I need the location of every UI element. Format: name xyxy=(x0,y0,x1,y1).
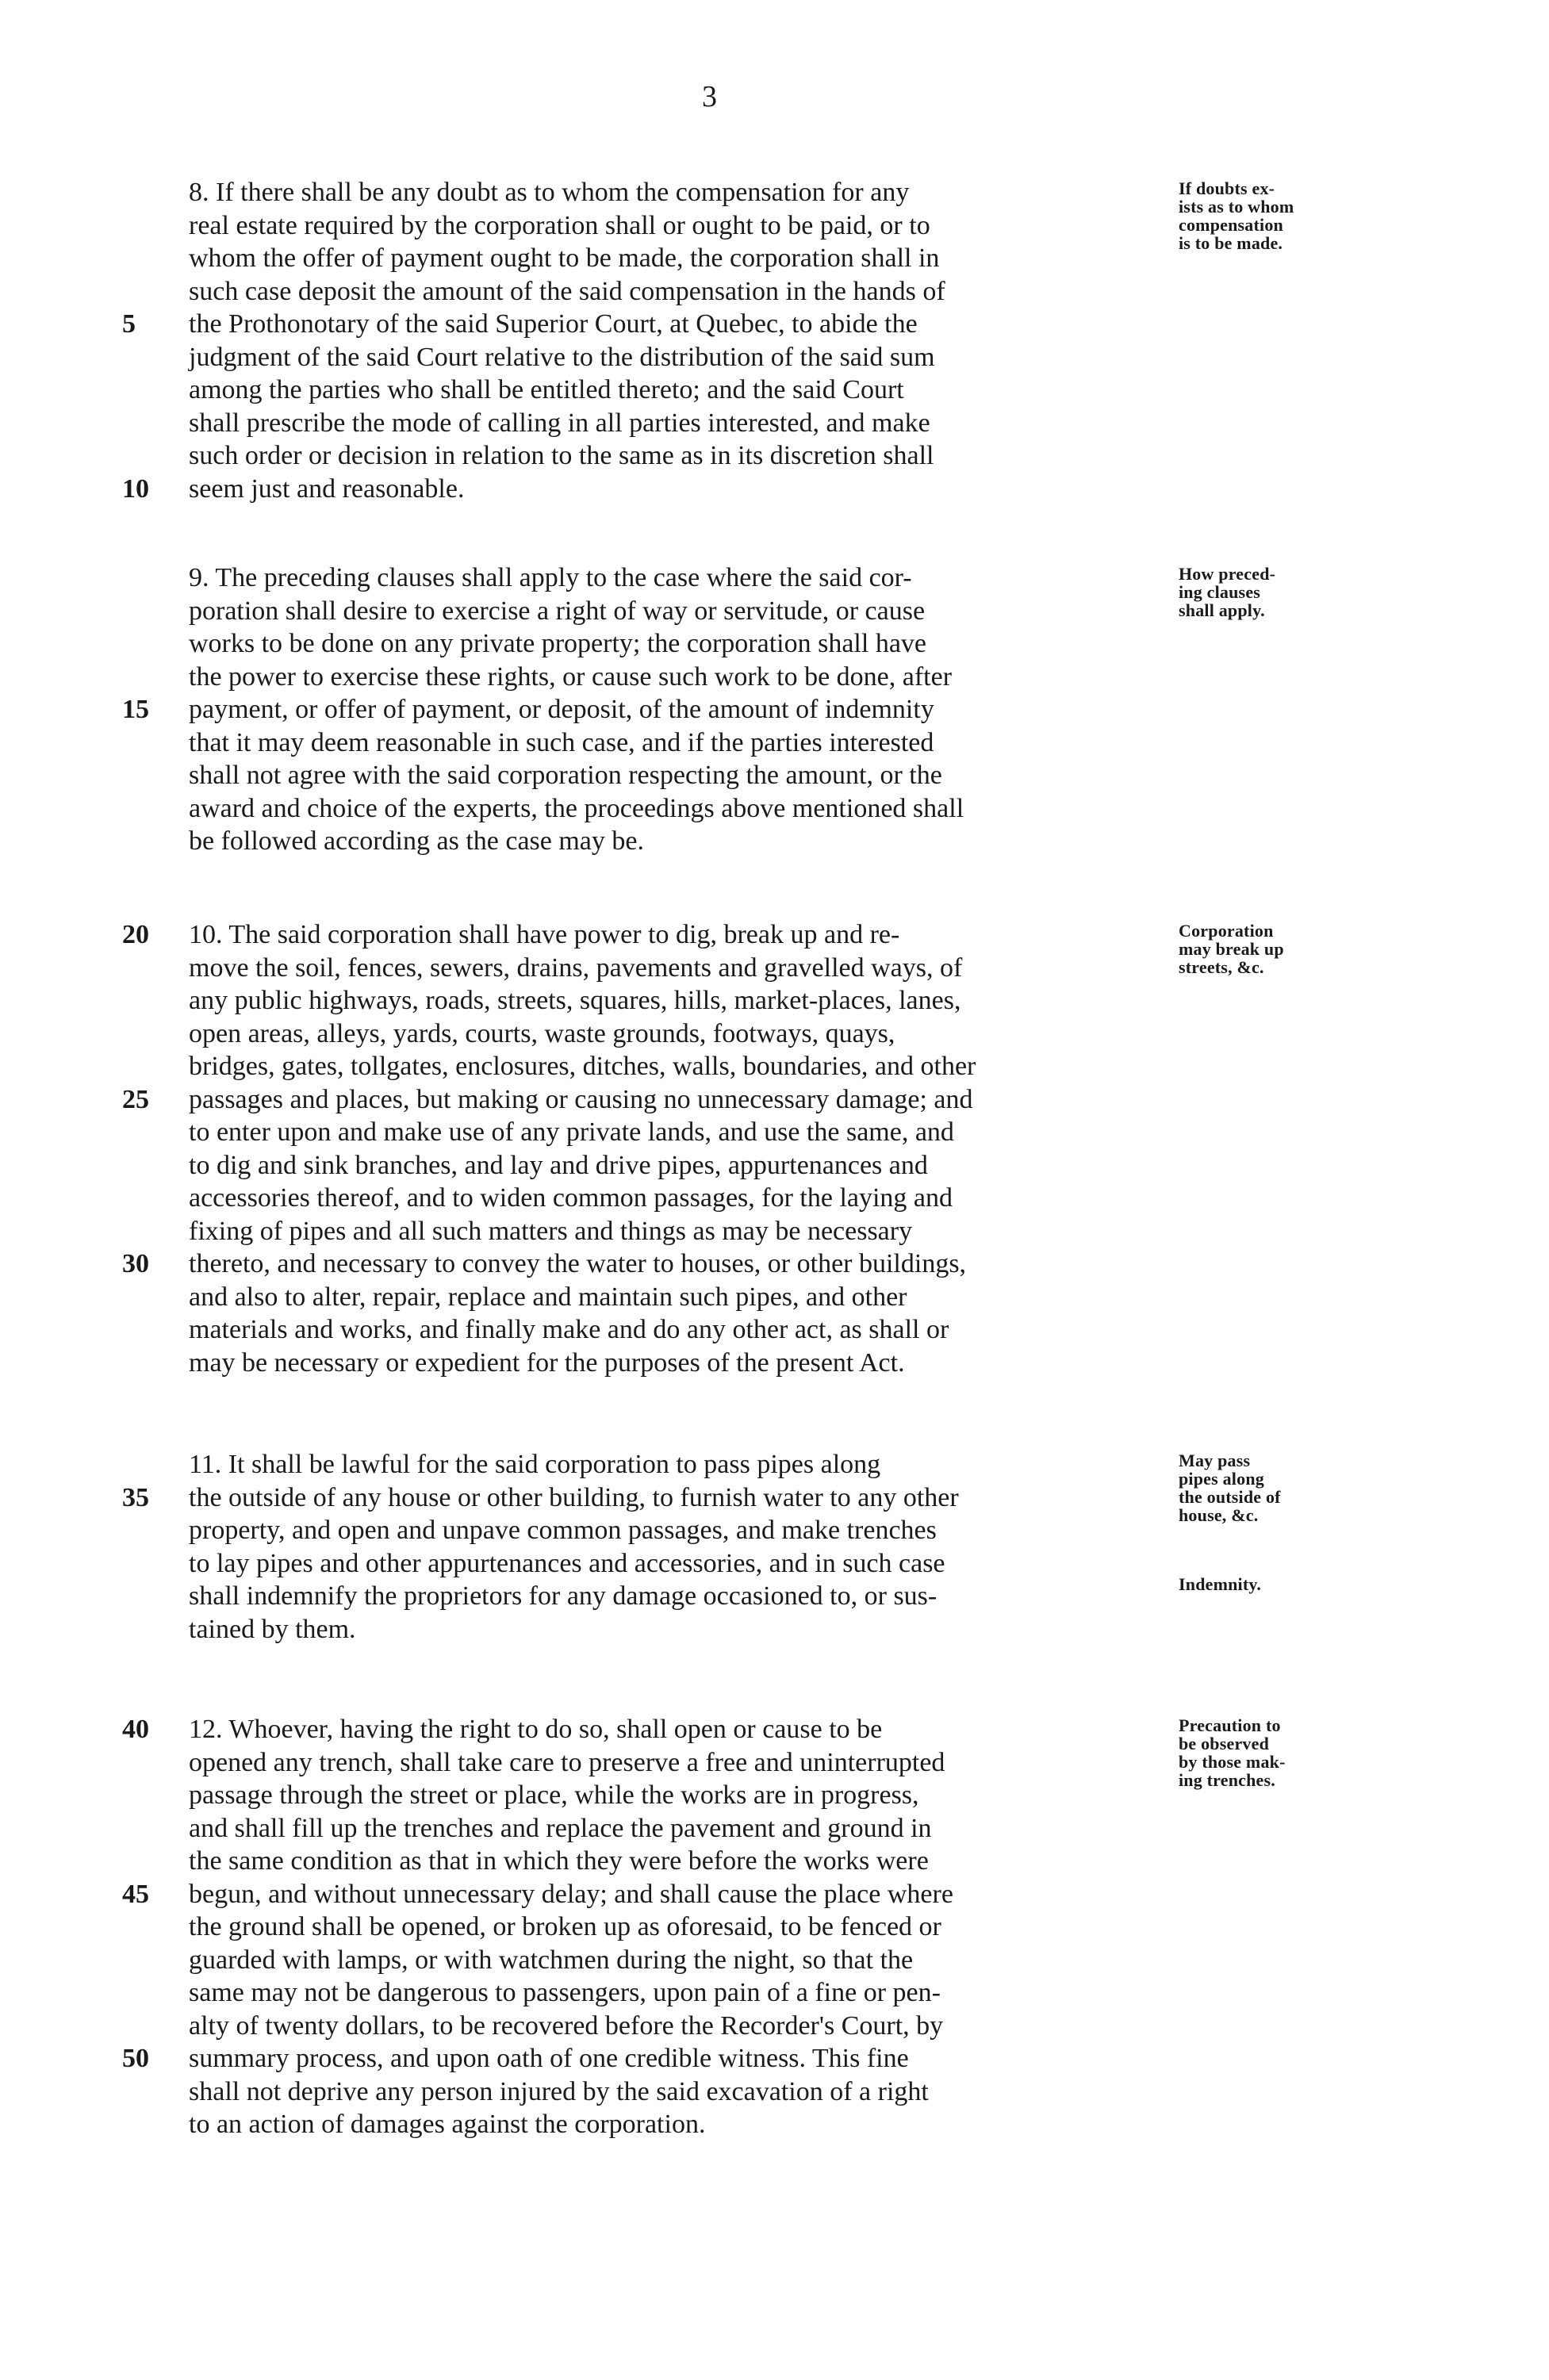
text-line xyxy=(0,1911,1549,1944)
text-line xyxy=(0,275,1549,309)
line-text: and also to alter, repair, replace and maintain such pipes, and other xyxy=(189,1282,907,1312)
line-text: move the soil, fences, sewers, drains, pavements and gravelled ways, of xyxy=(189,952,963,983)
margin-note xyxy=(1179,1575,1361,1593)
margin-note-line: be observed xyxy=(1179,1734,1270,1753)
line-text: any public highways, roads, streets, squares, hills, market-places, lanes, xyxy=(189,986,961,1015)
line-text: be followed according as the case may be. xyxy=(189,826,644,856)
line-text: 12. Whoever, having the right to do so, shall open or cause to be xyxy=(189,1715,883,1744)
margin-note xyxy=(1179,922,1361,976)
line-text: passages and places, but making or causing no unnecessary damage; and xyxy=(189,1084,973,1114)
line-text: among the parties who shall be entitled thereto; and the said Court xyxy=(189,375,904,404)
line-text: shall indemnify the proprietors for any damage occasioned to, or sus- xyxy=(189,1581,937,1611)
line-number: 10 xyxy=(122,473,149,504)
line-number: 30 xyxy=(122,1249,149,1278)
line-text: real estate required by the corporation shall or ought to be paid, or to xyxy=(189,210,930,240)
line-number: 50 xyxy=(122,2044,149,2073)
line-text: such order or decision in relation to the same as in its discretion shall xyxy=(189,441,934,470)
text-line xyxy=(0,1812,1549,1845)
text-line xyxy=(0,2075,1549,2109)
text-line xyxy=(0,1182,1549,1215)
text-line xyxy=(0,1878,1549,1911)
line-text: works to be done on any private property; the corporation shall have xyxy=(189,629,927,658)
text-line xyxy=(0,407,1549,440)
line-text: 8. If there shall be any doubt as to whom the compensation for any xyxy=(189,178,910,207)
section-11 xyxy=(0,1448,1549,1646)
text-line xyxy=(0,2042,1549,2075)
margin-note-line: shall apply. xyxy=(1179,600,1265,620)
line-text: begun, and without unnecessary delay; and shall cause the place where xyxy=(189,1879,953,1909)
margin-note-line: may break up xyxy=(1179,939,1284,959)
text-line xyxy=(0,473,1549,506)
text-line xyxy=(0,661,1549,694)
margin-note-line: streets, &c. xyxy=(1179,957,1264,977)
text-line xyxy=(0,1083,1549,1117)
line-text: alty of twenty dollars, to be recovered before the Recorder's Court, by xyxy=(189,2010,944,2041)
text-line xyxy=(0,1845,1549,1878)
margin-note xyxy=(1179,565,1361,619)
line-text: the power to exercise these rights, or cause such work to be done, after xyxy=(189,661,953,692)
line-text: same may not be dangerous to passengers, upon pain of a fine or pen- xyxy=(189,1978,941,2007)
section-10 xyxy=(0,918,1549,1379)
line-text: 11. It shall be lawful for the said corporation to pass pipes along xyxy=(189,1450,881,1479)
line-text: poration shall desire to exercise a right of way or servitude, or cause xyxy=(189,596,926,626)
line-text: judgment of the said Court relative to the distribution of the said sum xyxy=(189,342,935,372)
line-text: 10. The said corporation shall have power to dig, break up and re- xyxy=(189,920,900,949)
line-text: payment, or offer of payment, or deposit, of the amount of indemnity xyxy=(189,695,934,724)
line-text: whom the offer of payment ought to be made, the corporation shall in xyxy=(189,243,940,273)
line-text: open areas, alleys, yards, courts, waste grounds, footways, quays, xyxy=(189,1018,895,1048)
margin-note-line: the outside of xyxy=(1179,1487,1281,1507)
line-text: seem just and reasonable. xyxy=(189,473,465,504)
margin-note xyxy=(1179,1716,1361,1789)
line-text: guarded with lamps, or with watchmen during the night, so that the xyxy=(189,1945,914,1975)
line-text: shall prescribe the mode of calling in all parties interested, and make xyxy=(189,408,930,438)
line-text: shall not deprive any person injured by the said excavation of a right xyxy=(189,2076,929,2106)
line-number: 40 xyxy=(122,1715,149,1744)
line-text: thereto, and necessary to convey the water to houses, or other buildings, xyxy=(189,1249,967,1278)
margin-note-line: by those mak- xyxy=(1179,1752,1286,1772)
section-8 xyxy=(0,176,1549,505)
margin-note-line: pipes along xyxy=(1179,1469,1264,1489)
text-line xyxy=(0,1281,1549,1314)
margin-note-line: ing trenches. xyxy=(1179,1770,1275,1790)
text-line xyxy=(0,341,1549,374)
line-number: 45 xyxy=(122,1879,149,1909)
line-text: the same condition as that in which they were before the works were xyxy=(189,1846,929,1876)
text-line xyxy=(0,1613,1549,1646)
margin-note-line: house, &c. xyxy=(1179,1505,1259,1525)
text-line xyxy=(0,825,1549,858)
line-text: opened any trench, shall take care to preserve a free and uninterrupted xyxy=(189,1747,945,1777)
line-text: 9. The preceding clauses shall apply to the case where the said cor- xyxy=(189,563,912,592)
text-line xyxy=(0,792,1549,826)
line-text: to dig and sink branches, and lay and drive pipes, appurtenances and xyxy=(189,1150,928,1180)
margin-note-line: ing clauses xyxy=(1179,582,1261,602)
line-text: property, and open and unpave common passages, and make trenches xyxy=(189,1516,937,1545)
text-line xyxy=(0,1944,1549,1977)
margin-note-line: Precaution to xyxy=(1179,1715,1281,1735)
line-text: to an action of damages against the corporation. xyxy=(189,2110,706,2139)
text-line xyxy=(0,726,1549,760)
line-text: the Prothonotary of the said Superior Court, at Quebec, to abide the xyxy=(189,309,918,339)
line-text: that it may deem reasonable in such case, and if the parties interested xyxy=(189,727,934,757)
text-line xyxy=(0,308,1549,341)
text-line xyxy=(0,439,1549,473)
text-line xyxy=(0,1976,1549,2010)
text-line xyxy=(0,759,1549,792)
line-number: 5 xyxy=(122,309,136,339)
line-text: tained by them. xyxy=(189,1614,356,1644)
margin-note xyxy=(1179,1451,1361,1524)
text-line xyxy=(0,1116,1549,1149)
section-12 xyxy=(0,1713,1549,2141)
text-line xyxy=(0,2010,1549,2043)
margin-note-line: Corporation xyxy=(1179,921,1274,941)
margin-note-line: Indemnity. xyxy=(1179,1574,1262,1594)
text-line xyxy=(0,1215,1549,1248)
line-text: to lay pipes and other appurtenances and accessories, and in such case xyxy=(189,1548,945,1578)
line-text: shall not agree with the said corporation respecting the amount, or the xyxy=(189,761,942,790)
page-number: 3 xyxy=(702,80,719,113)
line-text: fixing of pipes and all such matters and things as may be necessary xyxy=(189,1216,913,1246)
text-line xyxy=(0,627,1549,661)
margin-note-line: ists as to whom xyxy=(1179,197,1294,217)
text-line xyxy=(0,1347,1549,1380)
line-text: to enter upon and make use of any private lands, and use the same, and xyxy=(189,1117,954,1147)
margin-note-line: is to be made. xyxy=(1179,233,1283,253)
line-number: 35 xyxy=(122,1482,149,1512)
margin-note-line: May pass xyxy=(1179,1451,1251,1470)
line-text: such case deposit the amount of the said compensation in the hands of xyxy=(189,276,945,306)
text-line xyxy=(0,1018,1549,1051)
text-line xyxy=(0,1313,1549,1347)
line-number: 15 xyxy=(122,695,149,724)
line-text: and shall fill up the trenches and replace the pavement and ground in xyxy=(189,1813,932,1843)
line-text: may be necessary or expedient for the purposes of the present Act. xyxy=(189,1347,905,1378)
margin-note-line: If doubts ex- xyxy=(1179,178,1275,198)
text-line xyxy=(0,2108,1549,2141)
text-line xyxy=(0,1050,1549,1083)
text-line xyxy=(0,693,1549,726)
text-line xyxy=(0,984,1549,1018)
line-text: summary process, and upon oath of one credible witness. This fine xyxy=(189,2044,909,2073)
margin-note-line: How preced- xyxy=(1179,564,1276,584)
section-9 xyxy=(0,561,1549,858)
line-text: bridges, gates, tollgates, enclosures, ditches, walls, boundaries, and other xyxy=(189,1052,976,1081)
line-text: accessories thereof, and to widen common passages, for the laying and xyxy=(189,1183,953,1213)
text-line xyxy=(0,1247,1549,1281)
margin-note xyxy=(1179,179,1361,252)
text-line xyxy=(0,1149,1549,1182)
line-number: 25 xyxy=(122,1084,149,1114)
line-text: materials and works, and finally make and do any other act, as shall or xyxy=(189,1315,949,1344)
margin-note-line: compensation xyxy=(1179,215,1283,235)
line-text: the ground shall be opened, or broken up as oforesaid, to be fenced or xyxy=(189,1912,941,1941)
text-line xyxy=(0,374,1549,407)
line-text: award and choice of the experts, the proceedings above mentioned shall xyxy=(189,793,964,823)
line-number: 20 xyxy=(122,920,149,949)
line-text: passage through the street or place, while the works are in progress, xyxy=(189,1780,919,1810)
line-text: the outside of any house or other building, to furnish water to any other xyxy=(189,1482,959,1512)
